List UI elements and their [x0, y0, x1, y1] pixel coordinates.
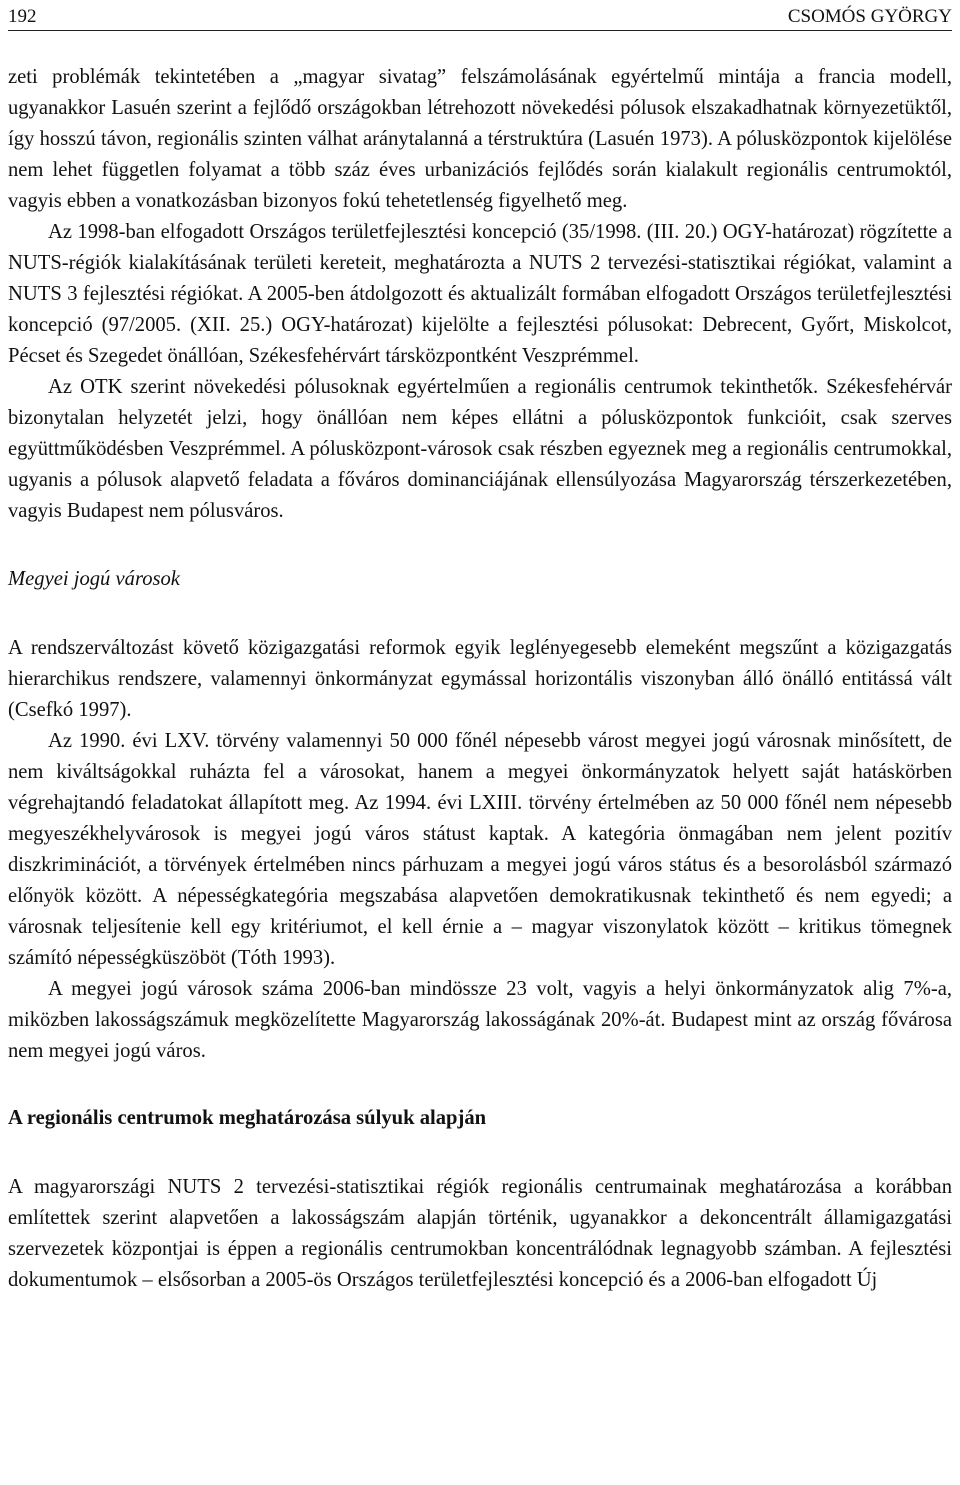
page-body [8, 62, 952, 1296]
page-header [8, 4, 952, 31]
paragraph-rendszervaltozas: A rendszerváltozást követő közigazgatási reformok egyik leglényegesebb elemeként megszűnt a közigazgatás hierarchikus rendszere, valamennyi önkormányzat egymással horizontális viszonyban álló önálló entitássá vált (Csefkó 1997). [8, 637, 952, 721]
paragraph-otk-1998: Az 1998-ban elfogadott Országos területfejlesztési koncepció (35/1998. (III. 20.) OGY-határozat) rögzítette a NUTS-régiók kialakításának területi kereteit, meghatározta a NUTS 2 tervezési-statisztikai régiókat, valamint a NUTS 3 fejlesztési régiókat. A 2005-ben átdolgozott és aktualizált formában elfogadott Országos területfejlesztési koncepció (97/2005. (XII. 25.) OGY-határozat) kijelölte a fejlesztési pólusokat: Debrecent, Győrt, Miskolcot, Pécset és Szegedet önállóan, Székesfehérvárt társközpontként Veszprémmel. [8, 221, 952, 367]
section-heading-regionalis-centrumok: A regionális centrumok meghatározása súlyuk alapján [8, 1107, 487, 1129]
paragraph-varosok-szama: A megyei jogú városok száma 2006-ban mindössze 23 volt, vagyis a helyi önkormányzatok alig 7%-a, miközben lakosságszámuk megközelítette Magyarország lakosságának 20%-át. Budapest mint az ország fővárosa nem megyei jogú város. [8, 978, 952, 1062]
paragraph-nuts2-centrumok: A magyarországi NUTS 2 tervezési-statisztikai régiók regionális centrumainak meghatározása a korábban említettek szerint alapvetően a lakosságszám alapján történik, ugyanakkor a dekoncentrált államigazgatási szervezetek központjai is éppen a regionális centrumokban koncentrálódnak legnagyobb számban. A fejlesztési dokumentumok – elsősorban a 2005-ös Országos területfejlesztési koncepció és a 2006-ban elfogadott Új [8, 1176, 952, 1291]
paragraph-otk-poles: Az OTK szerint növekedési pólusoknak egyértelműen a regionális centrumok tekinthetők. Székesfehérvár bizonytalan helyzetét jelzi, hogy önállóan nem képes ellátni a pólusközpontok funkcióit, csak szerves együttműködésben Veszprémmel. A pólusközpont-városok csak részben egyeznek meg a regionális centrumokkal, ugyanis a pólusok alapvető feladata a főváros dominanciájának ellensúlyozása Magyarország térszerkezetében, vagyis Budapest nem pólusváros. [8, 376, 952, 522]
page-number: 192 [8, 6, 37, 27]
paragraph-torveny-1990: Az 1990. évi LXV. törvény valamennyi 50 000 főnél népesebb várost megyei jogú városnak minősített, de nem kiváltságokkal ruházta fel a városokat, hanem a megyei önkormányzatok helyett saját hatáskörben végrehajtandó feladatokat állapított meg. Az 1994. évi LXIII. törvény értelmében az 50 000 főnél nem népesebb megyeszékhelyvárosok is megyei jogú város státust kaptak. A kategória önmagában nem jelent pozitív diszkriminációt, a törvények értelmében nincs párhuzam a megyei jogú város státus és a besorolásból származó előnyök között. A népességkategória megszabása alapvetően demokratikusnak tekinthető és nem egyedi; a városnak teljesítenie kell egy kritériumot, el kell érnie a – magyar viszonylatok között – kritikus tömegnek számító népességküszöböt (Tóth 1993). [8, 730, 952, 969]
paragraph-continued: zeti problémák tekintetében a „magyar sivatag” felszámolásának egyértelmű mintája a francia modell, ugyanakkor Lasuén szerint a fejlődő országokban létrehozott növekedési pólusok elszakadhatnak környezetüktől, így hosszú távon, regionális szinten válhat aránytalanná a térstruktúra (Lasuén 1973). A pólusközpontok kijelölése nem lehet független folyamat a több száz éves urbanizációs fejlődés során kialakult regionális centrumoktól, vagyis ebben a vonatkozásban bizonyos fokú tehetetlenség figyelhető meg. [8, 66, 952, 212]
section-heading-megyei-jogu-varosok: Megyei jogú városok [8, 568, 180, 590]
running-title: CSOMÓS GYÖRGY [787, 6, 952, 27]
